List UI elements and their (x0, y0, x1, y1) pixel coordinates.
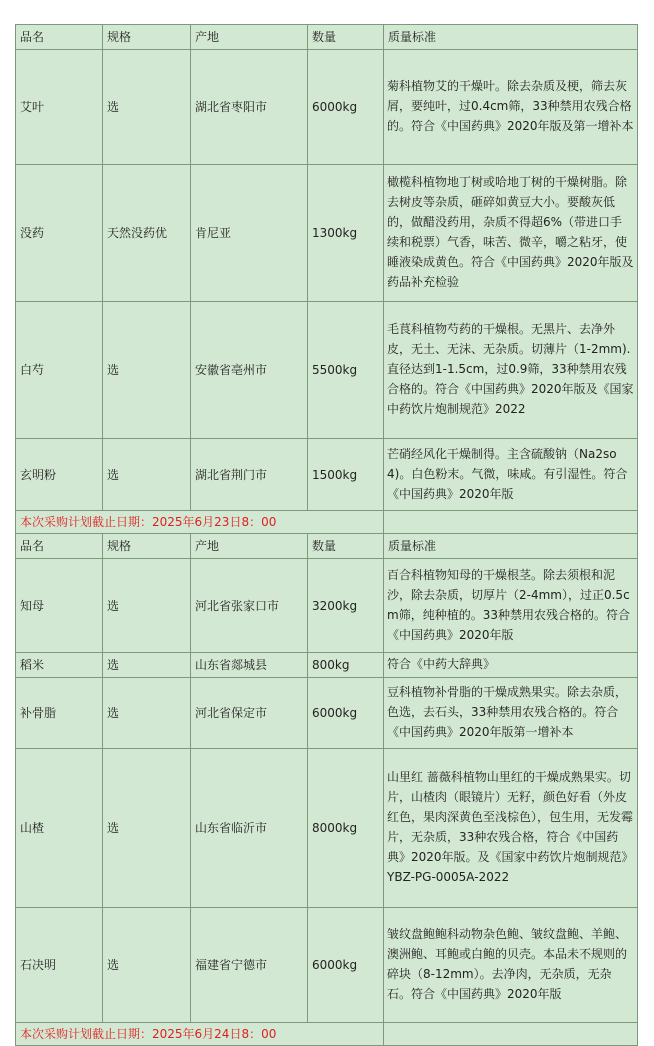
header-standard: 质量标准 (384, 534, 638, 559)
cell-name: 稻米 (16, 653, 103, 678)
table-row (16, 908, 638, 1023)
deadline-text: 本次采购计划截止日期：2025年6月23日8：00 (16, 511, 384, 534)
header-name: 品名 (16, 25, 103, 50)
header-origin: 产地 (191, 534, 308, 559)
cell-spec: 选 (103, 908, 191, 1023)
header-row (16, 25, 638, 50)
table-row (16, 165, 638, 302)
cell-qty: 8000kg (308, 749, 384, 908)
cell-standard: 百合科植物知母的干燥根茎。除去须根和泥沙，除去杂质，切厚片（2-4mm），过正0.5cm筛，纯种植的。33种禁用农残合格的。符合《中国药典》2020年版 (384, 559, 638, 653)
cell-name: 山楂 (16, 749, 103, 908)
cell-spec: 选 (103, 302, 191, 439)
cell-qty: 6000kg (308, 908, 384, 1023)
cell-qty: 5500kg (308, 302, 384, 439)
cell-standard: 芒硝经风化干燥制得。主含硫酸钠（Na2so4)。白色粉末。气微，味咸。有引湿性。符合《中国药典》2020年版 (384, 439, 638, 511)
cell-name: 知母 (16, 559, 103, 653)
cell-standard: 山里红 蔷薇科植物山里红的干燥成熟果实。切片，山楂肉（眼镜片）无籽，颜色好看（外皮红色，果肉深黄色至浅棕色），包生用，无发霉片，无杂质，33种农残合格，符合《中国药典》2020年版。及《国家中药饮片炮制规范》YBZ-PG-0005A-2022 (384, 749, 638, 908)
cell-name: 石决明 (16, 908, 103, 1023)
header-spec: 规格 (103, 25, 191, 50)
cell-qty: 6000kg (308, 678, 384, 749)
table-row (16, 653, 638, 678)
cell-origin: 肯尼亚 (191, 165, 308, 302)
table-row (16, 749, 638, 908)
cell-qty: 1500kg (308, 439, 384, 511)
cell-standard: 符合《中药大辞典》 (384, 653, 638, 678)
cell-standard: 橄榄科植物地丁树或哈地丁树的干燥树脂。除去树皮等杂质，砸碎如黄豆大小。要酸灰低的，做醋没药用，杂质不得超6%（带进口手续和税票）气香，味苦、微辛，嚼之粘牙，使睡液染成黄色。符合《中国药典》2020年版及药品补充检验 (384, 165, 638, 302)
empty-cell (384, 1023, 638, 1046)
header-spec: 规格 (103, 534, 191, 559)
header-standard: 质量标准 (384, 25, 638, 50)
table-row (16, 302, 638, 439)
header-qty: 数量 (308, 534, 384, 559)
cell-spec: 选 (103, 653, 191, 678)
cell-name: 补骨脂 (16, 678, 103, 749)
cell-standard: 菊科植物艾的干燥叶。除去杂质及梗，筛去灰屑，要纯叶，过0.4cm筛，33种禁用农残合格的。符合《中国药典》2020年版及第一增补本 (384, 50, 638, 165)
header-name: 品名 (16, 534, 103, 559)
cell-name: 没药 (16, 165, 103, 302)
cell-name: 玄明粉 (16, 439, 103, 511)
table-row (16, 439, 638, 511)
cell-spec: 选 (103, 749, 191, 908)
header-origin: 产地 (191, 25, 308, 50)
deadline-text: 本次采购计划截止日期：2025年6月24日8：00 (16, 1023, 384, 1046)
cell-spec: 选 (103, 559, 191, 653)
cell-qty: 1300kg (308, 165, 384, 302)
cell-qty: 800kg (308, 653, 384, 678)
table-row (16, 559, 638, 653)
table-row (16, 678, 638, 749)
cell-name: 艾叶 (16, 50, 103, 165)
cell-spec: 选 (103, 678, 191, 749)
empty-cell (384, 511, 638, 534)
cell-spec: 选 (103, 50, 191, 165)
deadline-row (16, 511, 638, 534)
deadline-row (16, 1023, 638, 1046)
cell-origin: 山东省临沂市 (191, 749, 308, 908)
cell-spec: 选 (103, 439, 191, 511)
cell-name: 白芍 (16, 302, 103, 439)
header-qty: 数量 (308, 25, 384, 50)
cell-origin: 河北省张家口市 (191, 559, 308, 653)
cell-standard: 皱纹盘鲍鲍科动物杂色鲍、皱纹盘鲍、羊鲍、澳洲鲍、耳鲍或白鲍的贝壳。本品未不规则的碎块（8-12mm）。去净肉，无杂质，无杂石。符合《中国药典》2020年版 (384, 908, 638, 1023)
cell-qty: 3200kg (308, 559, 384, 653)
cell-origin: 湖北省荆门市 (191, 439, 308, 511)
cell-standard: 豆科植物补骨脂的干燥成熟果实。除去杂质，色选，去石头，33种禁用农残合格的。符合《中国药典》2020年版第一增补本 (384, 678, 638, 749)
cell-qty: 6000kg (308, 50, 384, 165)
cell-origin: 安徽省亳州市 (191, 302, 308, 439)
table-row (16, 50, 638, 165)
cell-spec: 天然没药优 (103, 165, 191, 302)
cell-origin: 山东省郯城县 (191, 653, 308, 678)
procurement-table (15, 24, 638, 1046)
cell-origin: 湖北省枣阳市 (191, 50, 308, 165)
cell-origin: 河北省保定市 (191, 678, 308, 749)
header-row (16, 534, 638, 559)
cell-standard: 毛茛科植物芍药的干燥根。无黑片、去净外皮，无土、无沫、无杂质。切薄片（1-2mm).直径达到1-1.5cm，过0.9筛，33种禁用农残合格的。符合《中国药典》2020年版及《国家中药饮片炮制规范》2022 (384, 302, 638, 439)
cell-origin: 福建省宁德市 (191, 908, 308, 1023)
